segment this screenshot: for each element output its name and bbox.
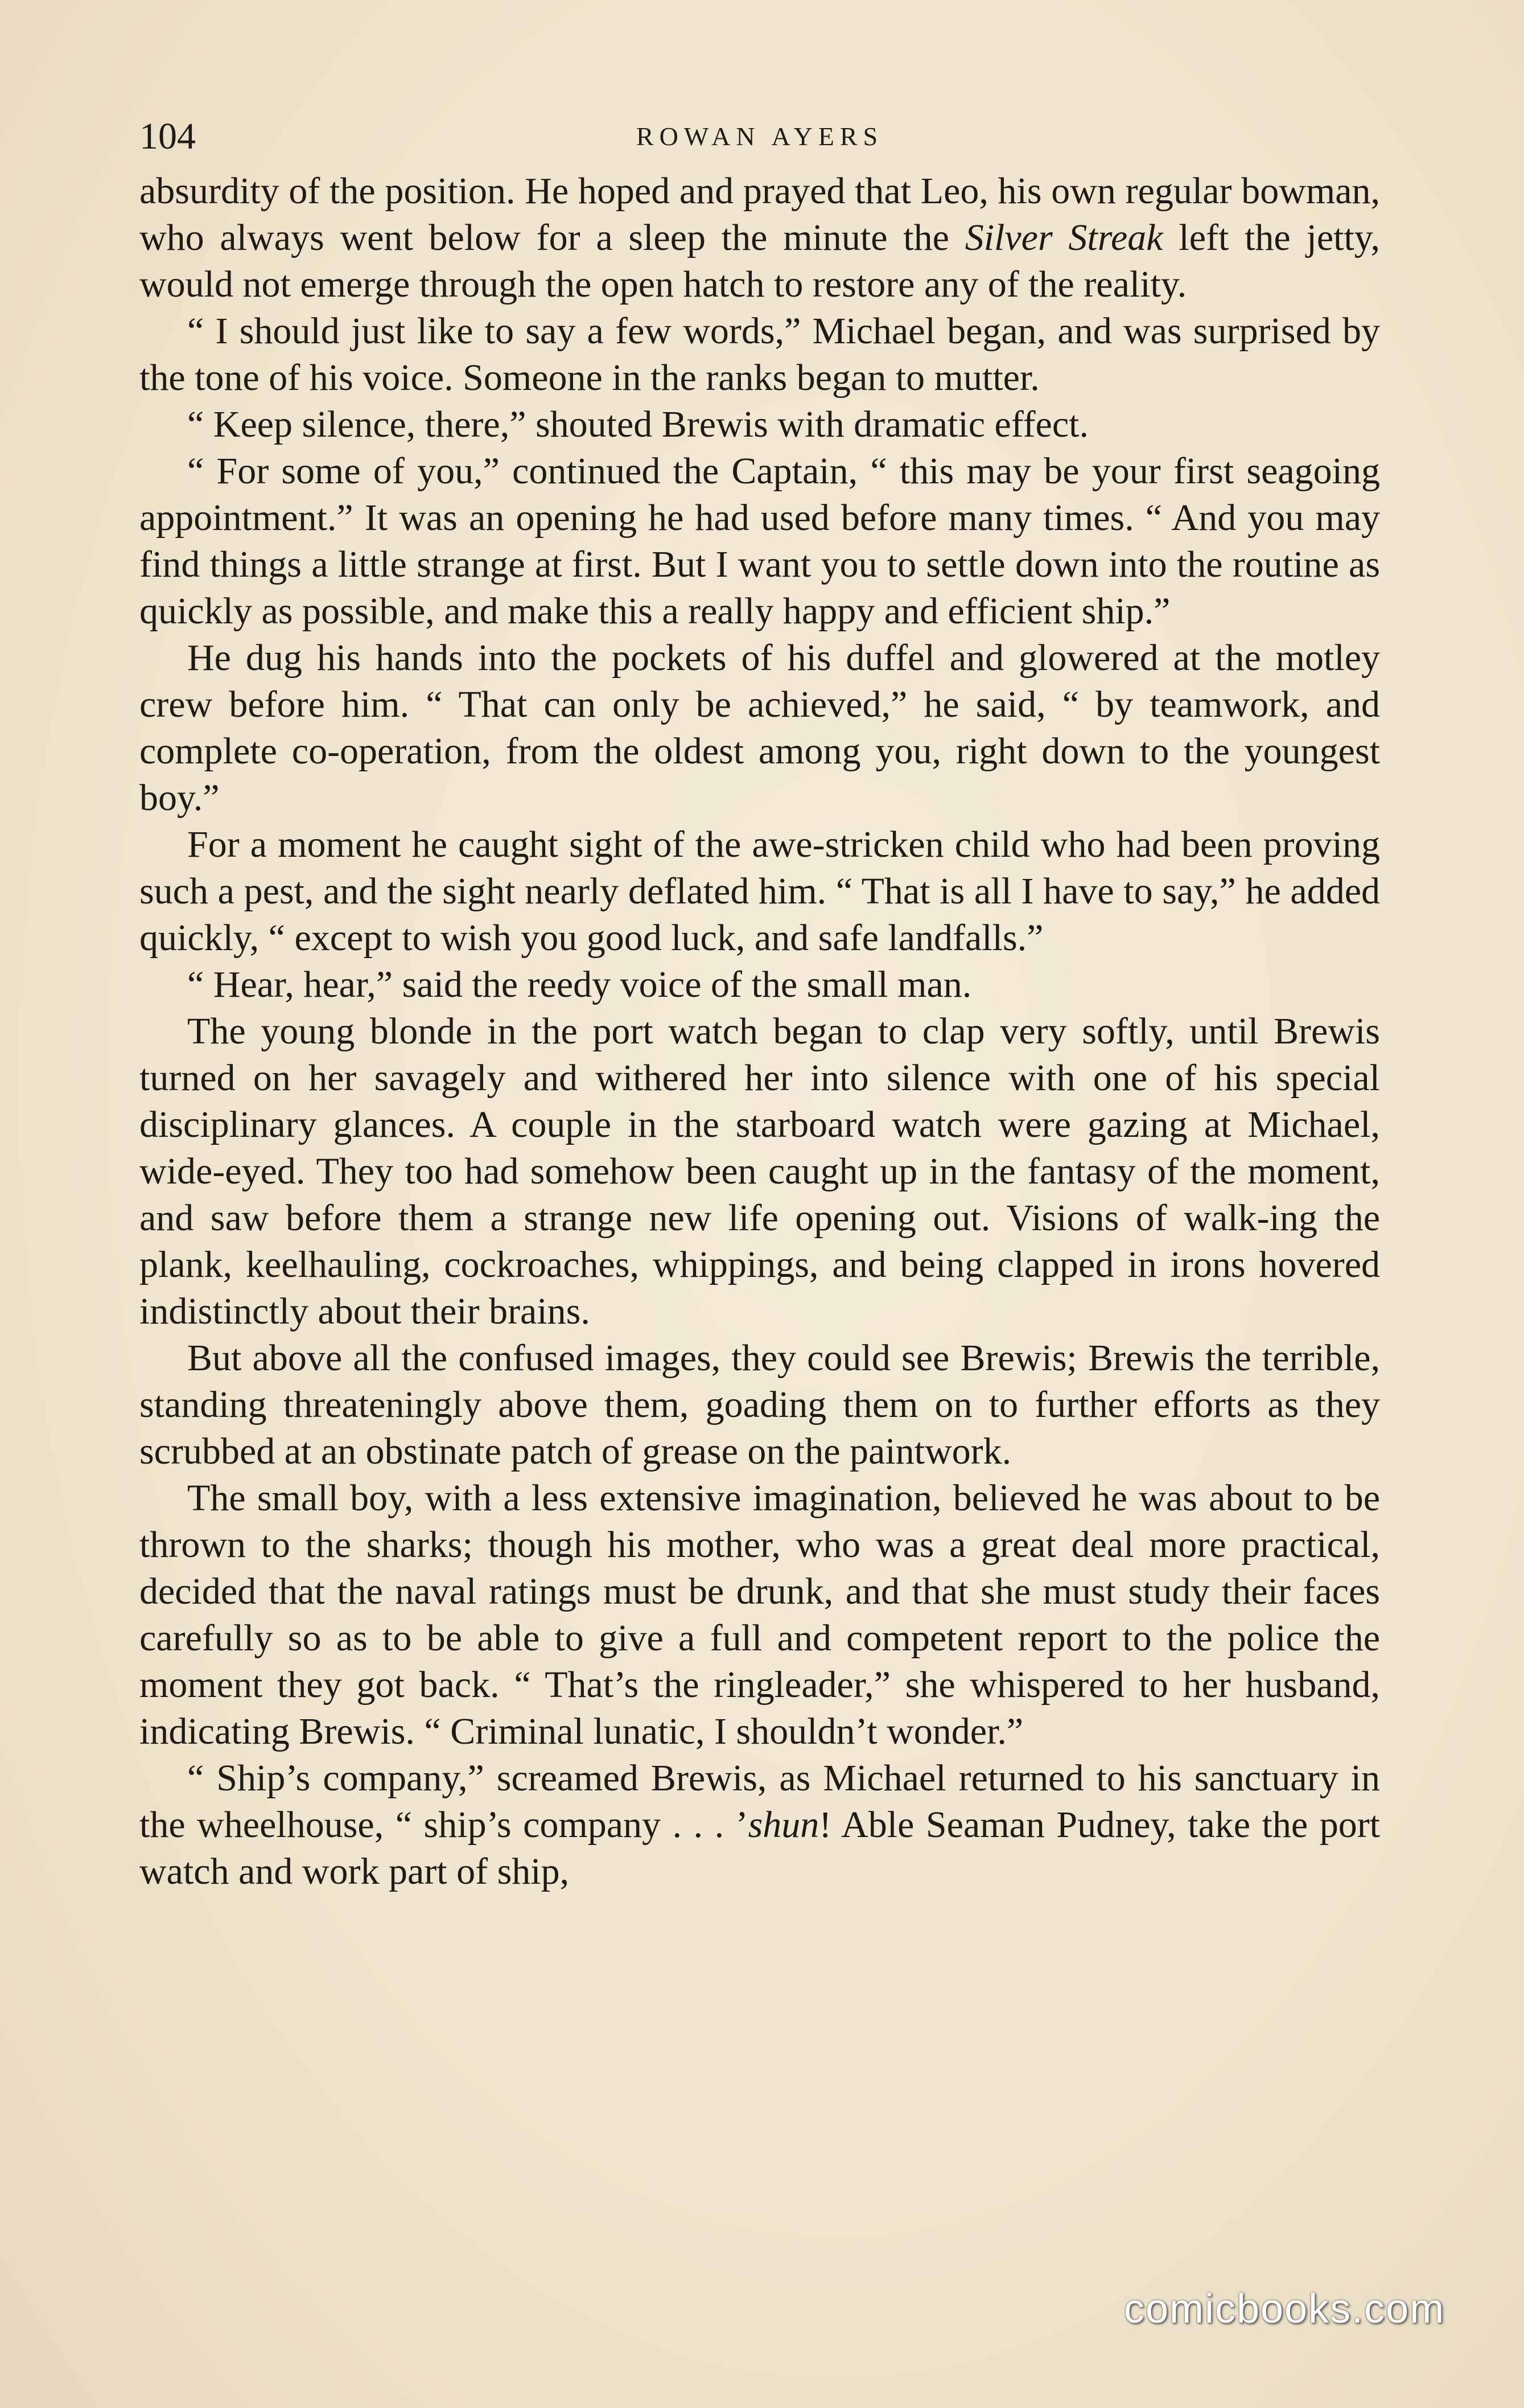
paragraph: [139, 168, 1380, 308]
paragraph-text: ! Able Seaman Pudney, take the port watch and work part of ship,: [139, 1804, 1381, 1892]
paragraph-text: He dug his hands into the pockets of his duffel and glowered at the motley crew before him. “ That can only be achieved,” he said, “ by teamwork, and complete co-operation, from the oldest among you, right down to the youngest boy.”: [139, 637, 1380, 819]
italic-text: Silver Streak: [965, 217, 1163, 258]
paragraph: [139, 1755, 1380, 1895]
paragraph-text: left the jetty, would not emerge through the open hatch to restore any of the reality.: [139, 217, 1380, 305]
paragraph-text: “ For some of you,” continued the Captain, “ this may be your first seagoing appointment.” It was an opening he had used before many times. “ And you may find things a little strange at first. But I want you to settle down into the routine as quickly as possible, and make this a really happy and efficient ship.”: [139, 450, 1380, 632]
page-header: [139, 111, 1380, 162]
watermark: comicbooks.com: [1124, 2286, 1445, 2332]
paragraph-text: “ Ship’s company,” screamed Brewis, as Michael returned to his sanctuary in the wheelhouse, “ ship’s company . . . ’: [139, 1757, 1380, 1846]
paragraph-text: The young blonde in the port watch began to clap very softly, until Brewis turned on her savagely and withered her into silence with one of his special disciplinary glances. A couple in the starboard watch were gazing at Michael, wide-eyed. They too had somehow been caught up in the fantasy of the moment, and saw before them a strange new life opening out. Visions of walk-ing the plank, keelhauling, cockroaches, whippings, and being clapped in irons hovered indistinctly about their brains.: [139, 1010, 1380, 1332]
paragraph-text: The small boy, with a less extensive imagination, believed he was about to be thrown to the sharks; though his mother, who was a great deal more practical, decided that the naval ratings must be drunk, and that she must study their faces carefully so as to be able to give a full and competent report to the police the moment they got back. “ That’s the ringleader,” she whispered to her husband, indicating Brewis. “ Criminal lunatic, I shouldn’t wonder.”: [139, 1477, 1380, 1752]
paragraph: [139, 1335, 1380, 1475]
paragraph: [139, 961, 1380, 1008]
paragraph-text: absurdity of the position. He hoped and prayed that Leo, his own regular bowman, who always went below for a sleep the minute the: [139, 170, 1380, 258]
paragraph-text: “ Hear, hear,” said the reedy voice of the small man.: [187, 964, 972, 1005]
page-number: 104: [139, 116, 196, 157]
paragraph: [139, 635, 1380, 821]
paragraph-text: “ Keep silence, there,” shouted Brewis with dramatic effect.: [187, 404, 1089, 445]
italic-text: shun: [748, 1804, 819, 1846]
paragraph-text: For a moment he caught sight of the awe-stricken child who had been proving such a pest, and the sight nearly deflated him. “ That is all I have to say,” he added quickly, “ except to wish you good luck, and safe landfalls.”: [139, 824, 1380, 959]
paragraph: [139, 1475, 1380, 1755]
paragraph: [139, 821, 1380, 961]
paragraph: [139, 448, 1380, 635]
paragraph: [139, 401, 1380, 448]
body-text: [139, 168, 1380, 1895]
paragraph-text: “ I should just like to say a few words,” Michael began, and was surprised by the tone of his voice. Someone in the ranks began to mutter.: [139, 310, 1380, 398]
paragraph-text: But above all the confused images, they could see Brewis; Brewis the terrible, standing threateningly above them, goading them on to further efforts as they scrubbed at an obstinate patch of grease on the paintwork.: [139, 1337, 1380, 1472]
running-head: ROWAN AYERS: [636, 122, 884, 151]
paragraph: [139, 308, 1380, 401]
paragraph: [139, 1008, 1380, 1335]
